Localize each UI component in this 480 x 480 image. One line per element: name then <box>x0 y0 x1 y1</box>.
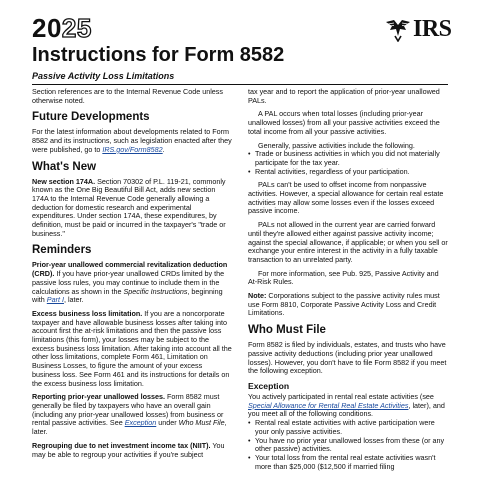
irs-gov-form8582-link[interactable]: IRS.gov/Form8582 <box>102 144 163 154</box>
year-prefix: 20 <box>32 13 62 43</box>
list-item: • Rental real estate activities with active participation were your only passive activities. <box>248 419 448 436</box>
left-column <box>32 88 232 464</box>
pal-carryforward-text: PALs not allowed in the current year are carried forward until they're allowed either against passive activity income; against the special allowance, if applicable; or when you sell or exchange your entire interest in the activity in a fully taxable transaction to an unrelated party. <box>248 220 448 264</box>
page-subtitle: Passive Activity Loss Limitations <box>32 71 175 81</box>
exception-conditions-list <box>248 419 448 471</box>
exception-link[interactable]: Exception <box>124 418 157 428</box>
form-year <box>32 14 92 42</box>
reminder-crd: Prior-year unallowed commercial revitalization deduction (CRD). If you have prior-year unallowed CRDs limited by the passive loss rules, you may continue to include them in the calculations as shown in the Specific Instructions, beginning with Part I, later. <box>32 260 228 305</box>
whats-new-heading: What's New <box>32 160 97 173</box>
future-developments-heading: Future Developments <box>32 111 150 124</box>
purpose-continued-text: tax year and to report the application of prior-year unallowed PALs. <box>248 87 440 105</box>
year-suffix: 25 <box>61 13 92 43</box>
intro-text: Section references are to the Internal Revenue Code unless otherwise noted. <box>32 87 223 105</box>
pal-offset-text: PALs can't be used to offset income from nonpassive activities. However, a special allowance for certain real estate activities may allow some losses even if the losses exceed passive income. <box>248 180 444 216</box>
pal-definition-text: A PAL occurs when total losses (including prior-year unallowed losses) from all your passive activities exceed the total income from all your passive activities. <box>248 109 440 136</box>
special-allowance-link[interactable]: Special Allowance for Rental Real Estate Activities <box>248 400 409 410</box>
passive-activities-list <box>248 150 448 176</box>
irs-logo <box>384 14 452 44</box>
part-i-link[interactable]: Part I <box>46 295 64 305</box>
exception-text: You actively participated in rental real estate activities (see Special Allowance for Rental Real Estate Activities, later), and you meet all of the following conditions. <box>248 391 445 419</box>
reminder-excess-business-loss: Excess business loss limitation. If you are a noncorporate taxpayer and have allowable business losses after taking into account first the at-risk limitations and then the passive loss limitations (this form), your losses may be subject to the excess business loss limitation. After taking into account all the other loss limitations, complete Form 461, Limitation on Business Losses, to figure the amount of your excess business loss. See Form 461 and its instructions for details on the excess business loss limitation. <box>32 308 232 388</box>
list-item: • Trade or business activities in which you did not materially participate for the tax year. <box>248 150 448 167</box>
who-must-file-heading: Who Must File <box>248 324 326 337</box>
irs-eagle-logo-icon <box>384 16 412 42</box>
page-title: Instructions for Form 8582 <box>32 44 285 66</box>
header-divider <box>32 84 448 85</box>
list-item: • You have no prior year unallowed losses from these (or any other passive) activities. <box>248 437 448 454</box>
reminder-prior-year-losses: Reporting prior-year unallowed losses. Form 8582 must generally be filed by taxpayers who have an overall gain (including any prior-year unallowed losses) from business or rental passive activities. See Exception under Who Must File, later. <box>32 392 227 437</box>
right-column <box>248 88 448 476</box>
reminder-niit: Regrouping due to net investment income tax (NIIT). You may be able to regroup your activities if you're subject <box>32 440 225 459</box>
list-item: • Your total loss from the rental real estate activities wasn't more than $25,000 ($12,500 if married filing <box>248 454 448 471</box>
who-must-file-text: Form 8582 is filed by individuals, estates, and trusts who have passive activity deductions (including prior year unallowed losses). However, you don't have to file Form 8582 if you meet the following exception. <box>248 340 447 376</box>
future-developments-text: For the latest information about developments related to Form 8582 and its instructions, such as legislation enacted after they were published, go to IRS.gov/Form8582. <box>32 127 232 154</box>
list-item: • Rental activities, regardless of your participation. <box>248 168 448 177</box>
exception-heading: Exception <box>248 380 290 391</box>
more-information-text: For more information, see Pub. 925, Passive Activity and At-Risk Rules. <box>248 268 439 287</box>
corporations-note: Note: Corporations subject to the passive activity rules must use Form 8810, Corporate Passive Activity Loss and Credit Limitations. <box>248 291 440 318</box>
irs-logo-text: IRS <box>413 16 452 42</box>
whats-new-text: New section 174A. Section 70302 of P.L. 119-21, commonly known as the One Big Beautiful Bill Act, adds new section 174A to the Internal Revenue Code generally allowing a deduction for domestic research and experimental expenditures. Under section 174A, these expenditures, by definition, must be paid or incurred in the taxpayer's "trade or business." <box>32 176 226 238</box>
reminders-heading: Reminders <box>32 244 92 257</box>
passive-activities-intro: Generally, passive activities include the following. <box>258 140 415 150</box>
